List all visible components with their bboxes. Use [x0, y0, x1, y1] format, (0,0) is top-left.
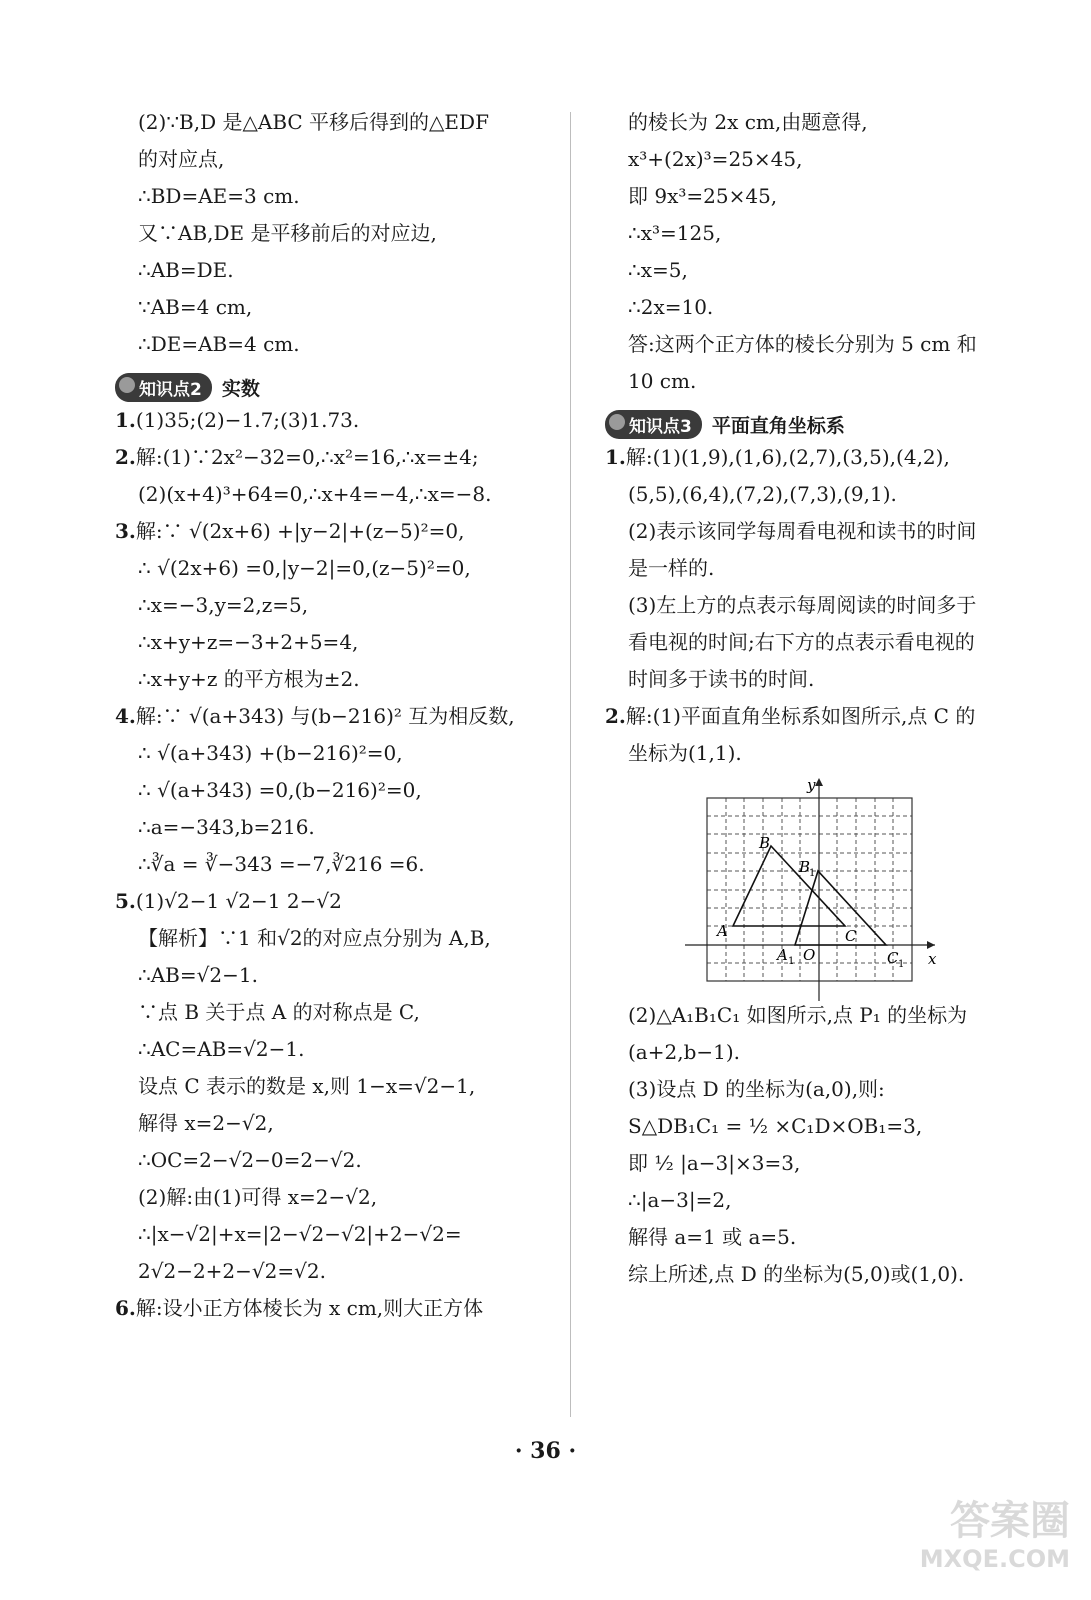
label-b1-sub: 1 [809, 868, 816, 879]
question-line [115, 517, 555, 554]
question-line [115, 702, 555, 739]
line-text: 解:∵ √(a+343) 与(b−216)² 互为相反数, [135, 704, 515, 728]
badge-bullet-icon [119, 377, 135, 393]
line-text: S△DB₁C₁ = ½ ×C₁D×OB₁=3, [628, 1114, 923, 1138]
label-c: C [845, 927, 857, 945]
line-text: ∴OC=2−√2−0=2−√2. [138, 1148, 362, 1172]
line-text: ∵点 B 关于点 A 的对称点是 C, [138, 1000, 420, 1024]
section-header [605, 406, 1025, 443]
question-number: 1. [115, 408, 136, 432]
text-line [115, 1035, 555, 1072]
badge-bullet-icon [609, 414, 625, 430]
section-title: 平面直角坐标系 [711, 415, 845, 437]
line-text: 又∵AB,DE 是平移前后的对应边, [138, 221, 437, 245]
text-line [115, 1257, 555, 1294]
line-text: ∴ √(a+343) +(b−216)²=0, [138, 741, 403, 765]
question-line [115, 406, 555, 443]
text-line [115, 776, 555, 813]
label-c1: C [887, 949, 899, 967]
label-a: A [717, 922, 728, 940]
line-text: 解:设小正方体棱长为 x cm,则大正方体 [135, 1296, 484, 1320]
label-c1-sub: 1 [898, 959, 905, 970]
line-text: ∴a=−343,b=216. [138, 815, 315, 839]
text-line [115, 480, 555, 517]
section-badge-label: 知识点3 [629, 417, 692, 437]
line-text: (2)∵B,D 是△ABC 平移后得到的△EDF [138, 110, 489, 134]
text-line [115, 1220, 555, 1257]
text-line [605, 367, 1025, 404]
text-line [605, 1186, 1025, 1223]
line-text: 坐标为(1,1). [628, 741, 742, 765]
line-text: 的对应点, [138, 147, 225, 171]
line-text: x³+(2x)³=25×45, [628, 147, 803, 171]
text-line [115, 256, 555, 293]
line-text: (3)设点 D 的坐标为(a,0),则: [628, 1077, 885, 1101]
line-text: (3)左上方的点表示每周阅读的时间多于 [628, 593, 977, 617]
line-text: 即 ½ |a−3|×3=3, [628, 1151, 801, 1175]
text-line [605, 554, 1025, 591]
line-text: 解得 a=1 或 a=5. [628, 1225, 797, 1249]
line-text: (2)△A₁B₁C₁ 如图所示,点 P₁ 的坐标为 [628, 1003, 968, 1027]
text-line [605, 739, 1025, 776]
line-text: 的棱长为 2x cm,由题意得, [628, 110, 868, 134]
text-line [115, 1146, 555, 1183]
line-text: 时间多于读书的时间. [628, 667, 815, 691]
page-number: · 36 · [514, 1438, 577, 1464]
line-text: (2)表示该同学每周看电视和读书的时间 [628, 519, 977, 543]
line-text: (1)35;(2)−1.7;(3)1.73. [135, 408, 360, 432]
question-number: 3. [115, 519, 136, 543]
text-line [115, 1183, 555, 1220]
line-text: ∴DE=AB=4 cm. [138, 332, 300, 356]
text-line [605, 1149, 1025, 1186]
line-text: ∴x+y+z 的平方根为±2. [138, 667, 360, 691]
label-a1: A [777, 946, 788, 964]
text-line [115, 998, 555, 1035]
question-number: 1. [605, 445, 626, 469]
label-x: x [928, 950, 937, 968]
question-line [115, 887, 555, 924]
label-b1: B [799, 858, 811, 876]
section-badge [605, 410, 702, 439]
line-text: 2√2−2+2−√2=√2. [138, 1259, 326, 1283]
line-text: ∵AB=4 cm, [138, 295, 253, 319]
line-text: ∴∛a = ∛−343 =−7,∛216 =6. [138, 852, 425, 876]
label-y: y [807, 776, 816, 794]
y-axis-arrow [815, 778, 823, 786]
section-title: 实数 [221, 378, 260, 400]
line-text: 【解析】∵1 和√2的对应点分别为 A,B, [138, 926, 491, 950]
question-number: 6. [115, 1296, 136, 1320]
text-line [115, 293, 555, 330]
question-line [605, 702, 1025, 739]
line-text: (2)(x+4)³+64=0,∴x+4=−4,∴x=−8. [138, 482, 492, 506]
question-line [115, 443, 555, 480]
text-line [115, 739, 555, 776]
line-text: ∴AC=AB=√2−1. [138, 1037, 305, 1061]
text-line [605, 1223, 1025, 1260]
text-line [115, 628, 555, 665]
text-line [605, 665, 1025, 702]
line-text: 设点 C 表示的数是 x,则 1−x=√2−1, [138, 1074, 476, 1098]
line-text: ∴|a−3|=2, [628, 1188, 732, 1212]
text-line [115, 554, 555, 591]
text-line [605, 256, 1025, 293]
section-badge [115, 373, 212, 402]
line-text: (1)√2−1 √2−1 2−√2 [135, 889, 342, 913]
question-number: 4. [115, 704, 136, 728]
text-line [605, 480, 1025, 517]
text-line [115, 665, 555, 702]
line-text: ∴x+y+z=−3+2+5=4, [138, 630, 359, 654]
text-line [115, 182, 555, 219]
text-line [115, 108, 555, 145]
watermark-text: 答案圈 [950, 1498, 1070, 1544]
line-text: 解:∵ √(2x+6) +|y−2|+(z−5)²=0, [135, 519, 465, 543]
line-text: 综上所述,点 D 的坐标为(5,0)或(1,0). [628, 1262, 965, 1286]
label-o: O [803, 946, 816, 964]
question-number: 2. [115, 445, 136, 469]
section-badge-label: 知识点2 [139, 380, 202, 400]
line-text: 看电视的时间;右下方的点表示看电视的 [628, 630, 975, 654]
line-text: ∴x³=125, [628, 221, 722, 245]
line-text: (5,5),(6,4),(7,2),(7,3),(9,1). [628, 482, 897, 506]
line-text: 即 9x³=25×45, [628, 184, 778, 208]
line-text: ∴AB=DE. [138, 258, 234, 282]
line-text: (2)解:由(1)可得 x=2−√2, [138, 1185, 378, 1209]
text-line [605, 1038, 1025, 1075]
text-line [605, 1001, 1025, 1038]
text-line [605, 219, 1025, 256]
line-text: 解得 x=2−√2, [138, 1111, 274, 1135]
text-line [115, 330, 555, 367]
line-text: ∴|x−√2|+x=|2−√2−√2|+2−√2= [138, 1222, 462, 1246]
line-text: 是一样的. [628, 556, 715, 580]
text-line [605, 182, 1025, 219]
text-line [115, 1109, 555, 1146]
line-text: (a+2,b−1). [628, 1040, 741, 1064]
label-b: B [759, 834, 771, 852]
question-line [605, 443, 1025, 480]
text-line [605, 330, 1025, 367]
text-line [115, 850, 555, 887]
label-a1-sub: 1 [788, 956, 795, 967]
line-text: ∴2x=10. [628, 295, 714, 319]
question-number: 2. [605, 704, 626, 728]
text-line [605, 1260, 1025, 1297]
watermark-logo [900, 1498, 1070, 1588]
text-line [605, 517, 1025, 554]
line-text: 解:(1)平面直角坐标系如图所示,点 C 的 [625, 704, 976, 728]
text-line [115, 219, 555, 256]
right-column [605, 108, 1025, 1297]
line-text: ∴AB=√2−1. [138, 963, 258, 987]
watermark-url: MXQE.COM [919, 1545, 1070, 1573]
x-axis-arrow [927, 941, 935, 949]
column-divider [570, 112, 571, 1417]
question-line [115, 1294, 555, 1331]
line-text: 解:(1)(1,9),(1,6),(2,7),(3,5),(4,2), [625, 445, 950, 469]
text-line [115, 961, 555, 998]
line-text: 答:这两个正方体的棱长分别为 5 cm 和 [628, 332, 977, 356]
line-text: 解:(1)∵2x²−32=0,∴x²=16,∴x=±4; [135, 445, 479, 469]
section-header [115, 369, 555, 406]
text-line [605, 1112, 1025, 1149]
text-line [605, 293, 1025, 330]
text-line [115, 813, 555, 850]
figure-container [605, 776, 1025, 1001]
line-text: ∴BD=AE=3 cm. [138, 184, 300, 208]
text-line [605, 591, 1025, 628]
line-text: ∴x=−3,y=2,z=5, [138, 593, 309, 617]
line-text: 10 cm. [628, 369, 697, 393]
line-text: ∴x=5, [628, 258, 688, 282]
text-line [115, 591, 555, 628]
text-line [605, 1075, 1025, 1112]
line-text: ∴ √(a+343) =0,(b−216)²=0, [138, 778, 422, 802]
text-line [115, 1072, 555, 1109]
text-line [605, 145, 1025, 182]
text-line [605, 108, 1025, 145]
triangle-abc [733, 846, 845, 926]
left-column [115, 108, 555, 1331]
text-line [115, 924, 555, 961]
text-line [115, 145, 555, 182]
line-text: ∴ √(2x+6) =0,|y−2|=0,(z−5)²=0, [138, 556, 471, 580]
text-line [605, 628, 1025, 665]
question-number: 5. [115, 889, 136, 913]
coordinate-figure [685, 776, 945, 1001]
